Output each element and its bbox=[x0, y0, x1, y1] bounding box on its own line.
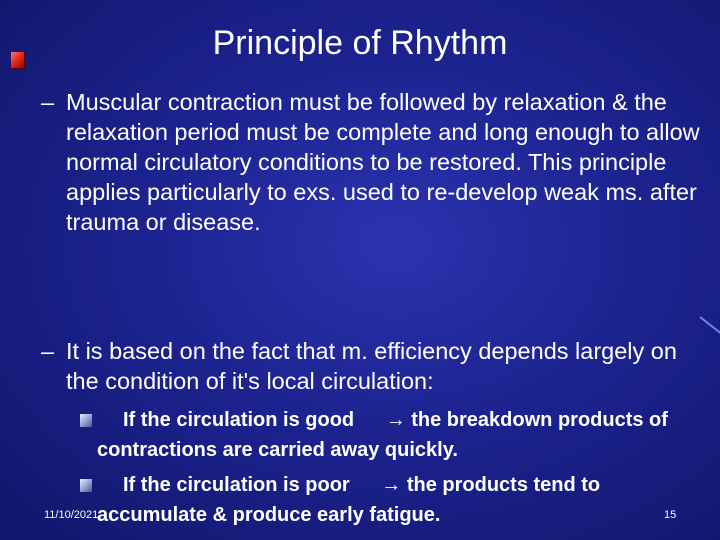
dash-bullet: – bbox=[41, 338, 55, 364]
right-arrow-icon: → bbox=[381, 474, 402, 496]
page-number: 15 bbox=[664, 509, 677, 521]
sub-bullet-1 bbox=[78, 405, 713, 465]
paragraph-1-text: Muscular contraction must be followed by relaxation & the relaxation period must be complete and long enough to allow normal circulatory conditions to be restored. This principle applies particularly to exs. used to re-develop weak ms. after trauma or disease. bbox=[66, 89, 700, 235]
sub-bullet-1-condition: If the circulation is good bbox=[123, 409, 355, 431]
paragraph-1 bbox=[41, 87, 713, 237]
sub-bullet-1-result: the breakdown products of contractions are carried away quickly. bbox=[97, 409, 668, 461]
slide-title: Principle of Rhythm bbox=[212, 24, 508, 62]
square-bullet-icon bbox=[80, 414, 92, 427]
right-arrow-icon: → bbox=[385, 409, 406, 431]
dash-bullet: – bbox=[41, 89, 55, 115]
paragraph-2 bbox=[41, 336, 713, 396]
sub-bullet-2-text bbox=[77, 470, 713, 530]
paragraph-2-text: It is based on the fact that m. efficiency depends largely on the condition of it's local circulation: bbox=[66, 338, 677, 394]
sub-bullet-2 bbox=[78, 470, 713, 530]
footer-date: 11/10/2021 bbox=[44, 509, 99, 521]
sub-bullet-1-text bbox=[77, 405, 713, 465]
sub-bullet-2-condition: If the circulation is poor bbox=[123, 474, 350, 496]
sub-bullet-2-result: the products tend to accumulate & produce early fatigue. bbox=[97, 474, 601, 526]
decorative-line bbox=[699, 316, 720, 334]
square-bullet-icon bbox=[80, 479, 92, 492]
